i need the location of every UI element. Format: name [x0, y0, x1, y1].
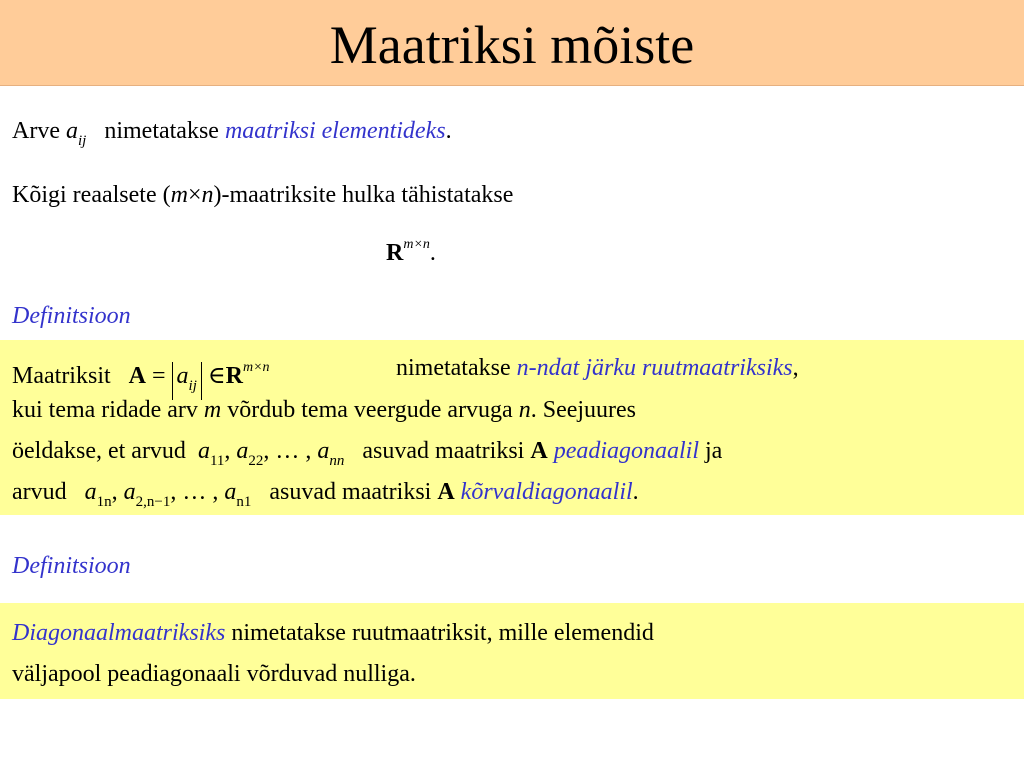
def1-row-4 — [12, 478, 639, 516]
var-a11: a — [197, 438, 210, 464]
definition-box-2 — [0, 603, 1024, 699]
def1-row-2 — [12, 396, 636, 424]
matrix-inner — [177, 362, 197, 400]
ellipsis: , … , — [170, 479, 219, 505]
definition-label-2: Definitsioon — [12, 553, 131, 579]
times-sign: × — [187, 182, 202, 208]
matrix-brackets — [172, 362, 202, 400]
text: kui tema ridade arv — [12, 397, 198, 423]
var-a-sub: ij — [77, 133, 87, 149]
text: . Seejuures — [530, 397, 637, 423]
intro-line-2 — [12, 181, 513, 209]
def1-row-3 — [12, 437, 722, 475]
comma: , — [224, 438, 231, 464]
var-a: a — [176, 363, 189, 389]
var-an1-sub: n1 — [236, 494, 252, 510]
var-a22: a — [236, 438, 249, 464]
text: nimetatakse — [396, 355, 511, 381]
matrix-A: A — [437, 479, 455, 505]
definition-box-1 — [0, 340, 1024, 515]
ellipsis: , … , — [263, 438, 312, 464]
period: . — [445, 118, 452, 144]
var-a2n1-sub: 2,n−1 — [135, 494, 171, 510]
var-m: m — [203, 397, 222, 423]
var-a2n1: a — [123, 479, 136, 505]
def2-row-2: väljapool peadiagonaali võrduvad nulliga. — [12, 661, 416, 687]
set-R-sup: m×n — [243, 360, 270, 375]
text: nimetatakse ruutmaatriksit, mille elemendid — [231, 620, 654, 646]
comma: , — [792, 355, 799, 381]
def2-row-1 — [12, 619, 654, 647]
set-R: R — [225, 363, 243, 389]
set-notation — [386, 231, 436, 267]
var-an1: a — [224, 479, 237, 505]
var-n: n — [201, 182, 214, 208]
var-ann-sub: nn — [329, 453, 345, 469]
equals-sign: = — [152, 363, 166, 389]
set-R: R — [386, 240, 404, 266]
term-square-matrix: n-ndat järku ruutmaatriksiks — [516, 355, 793, 381]
var-a-sub: ij — [188, 378, 197, 394]
set-R-sup: m×n — [403, 237, 430, 252]
var-m: m — [170, 182, 188, 208]
slide-title: Maatriksi mõiste — [329, 14, 695, 75]
term-anti-diagonal: kõrvaldiagonaalil — [460, 479, 633, 505]
term-matrix-elements: maatriksi elementideks — [224, 118, 446, 144]
term-main-diagonal: peadiagonaalil — [553, 438, 700, 464]
text: Kõigi reaalsete ( — [12, 182, 171, 208]
matrix-A: A — [530, 438, 548, 464]
var-a1n-sub: 1n — [96, 494, 112, 510]
element-of-sign: ∈ — [207, 363, 226, 389]
def1-row-1 — [12, 354, 270, 400]
intro-line-1 — [12, 117, 452, 155]
comma: , — [111, 479, 118, 505]
var-n: n — [518, 397, 531, 423]
term-diagonal-matrix: Diagonaalmaatriksiks — [12, 620, 226, 646]
text: ja — [705, 438, 723, 464]
definition-label-1: Definitsioon — [12, 303, 131, 329]
var-a22-sub: 22 — [248, 453, 264, 469]
var-a1n: a — [84, 479, 97, 505]
title-bar — [0, 0, 1024, 86]
period: . — [632, 479, 639, 505]
matrix-A: A — [128, 363, 146, 389]
var-a11-sub: 11 — [209, 453, 225, 469]
text: asuvad maatriksi — [269, 479, 432, 505]
text: arvud — [12, 479, 67, 505]
text: Arve — [12, 118, 60, 144]
var-a: a — [65, 118, 78, 144]
text: )-maatriksite hulka tähistatakse — [213, 182, 514, 208]
text: asuvad maatriksi — [362, 438, 525, 464]
text: öeldakse, et arvud — [12, 438, 186, 464]
var-ann: a — [317, 438, 330, 464]
period: . — [429, 240, 436, 266]
text: Maatriksit — [12, 363, 111, 389]
def1-row-1-cont — [396, 354, 799, 382]
text: nimetatakse — [104, 118, 219, 144]
text: võrdub tema veergude arvuga — [227, 397, 513, 423]
